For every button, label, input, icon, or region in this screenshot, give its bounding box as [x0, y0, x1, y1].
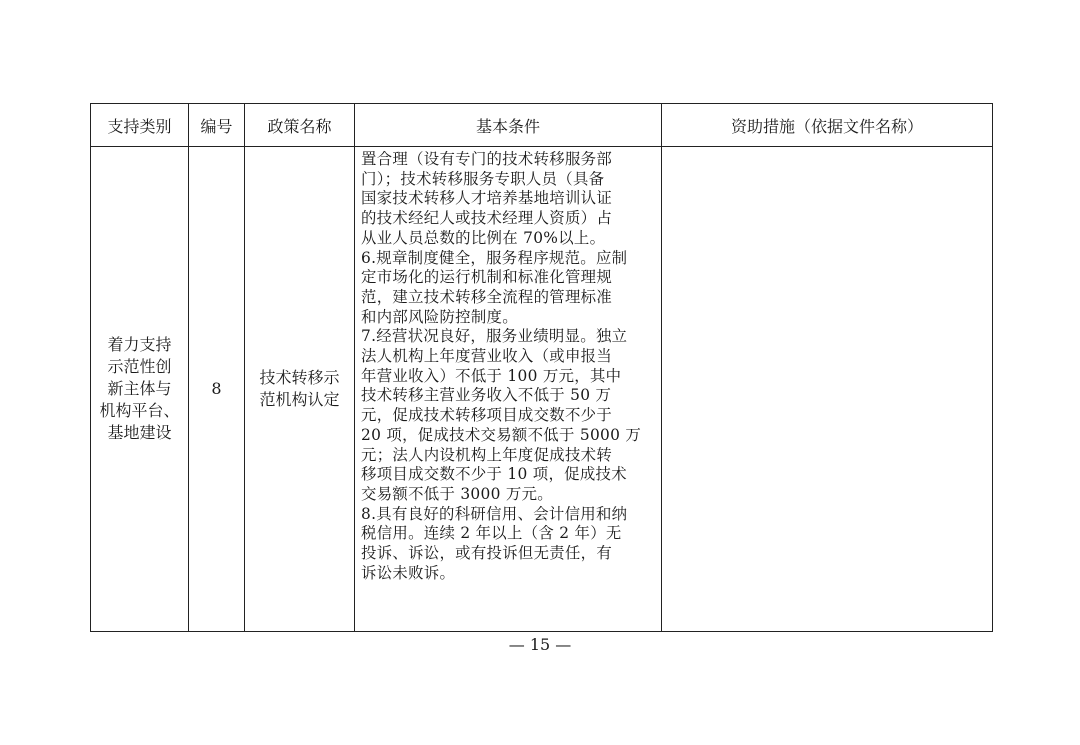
condition-line: 7.经营状况良好，服务业绩明显。独立: [361, 327, 628, 346]
condition-line: 年营业收入）不低于 100 万元，其中: [361, 366, 622, 385]
condition-line: 的技术经纪人或技术经理人资质）占: [361, 209, 613, 228]
condition-line: 投诉、诉讼，或有投诉但无责任，有: [361, 544, 613, 563]
policy-name-line: 范机构认定: [259, 390, 340, 409]
category-line: 示范性创: [107, 357, 172, 376]
condition-line: 范，建立技术转移全流程的管理标准: [361, 287, 613, 306]
condition-line: 元；法人内设机构上年度促成技术转: [361, 445, 613, 464]
policy-name-cell: [245, 147, 355, 632]
category-line: 基地建设: [107, 423, 172, 442]
condition-line: 6.规章制度健全，服务程序规范。应制: [361, 248, 628, 267]
category-line: 着力支持: [107, 335, 172, 354]
header-funding: 资助措施（依据文件名称）: [662, 104, 993, 147]
header-policy-name: 政策名称: [245, 104, 355, 147]
condition-line: 门）；技术转移服务专职人员（具备: [361, 169, 605, 188]
condition-line: 技术转移主营业务收入不低于 50 万: [361, 386, 612, 405]
conditions-cell: [355, 147, 662, 632]
category-cell: [91, 147, 189, 632]
condition-line: 元，促成技术转移项目成交数不少于: [361, 406, 613, 425]
header-category: 支持类别: [91, 104, 189, 147]
condition-line: 国家技术转移人才培养基地培训认证: [361, 189, 613, 208]
condition-line: 诉讼未败诉。: [361, 563, 456, 582]
policy-name-line: 技术转移示: [259, 368, 340, 387]
header-number: 编号: [189, 104, 245, 147]
policy-table: [90, 103, 993, 632]
page-number: — 15 —: [508, 635, 572, 654]
condition-line: 置合理（设有专门的技术转移服务部: [361, 150, 613, 168]
table-row: [91, 147, 993, 632]
condition-line: 8.具有良好的科研信用、会计信用和纳: [361, 504, 628, 523]
condition-line: 和内部风险防控制度。: [361, 307, 518, 326]
header-conditions: 基本条件: [355, 104, 662, 147]
condition-line: 20 项，促成技术交易额不低于 5000 万: [361, 425, 642, 444]
funding-cell: [662, 147, 993, 632]
condition-line: 从业人员总数的比例在 70%以上。: [361, 228, 606, 247]
condition-line: 法人机构上年度营业收入（或申报当: [361, 347, 613, 366]
condition-line: 移项目成交数不少于 10 项，促成技术: [361, 465, 627, 484]
condition-line: 交易额不低于 3000 万元。: [361, 484, 553, 503]
category-line: 机构平台、: [99, 401, 180, 420]
category-line: 新主体与: [107, 379, 172, 398]
number-cell: 8: [189, 147, 245, 632]
condition-line: 定市场化的运行机制和标准化管理规: [361, 268, 613, 287]
table-header-row: [91, 104, 993, 147]
condition-line: 税信用。连续 2 年以上（含 2 年）无: [361, 524, 622, 543]
